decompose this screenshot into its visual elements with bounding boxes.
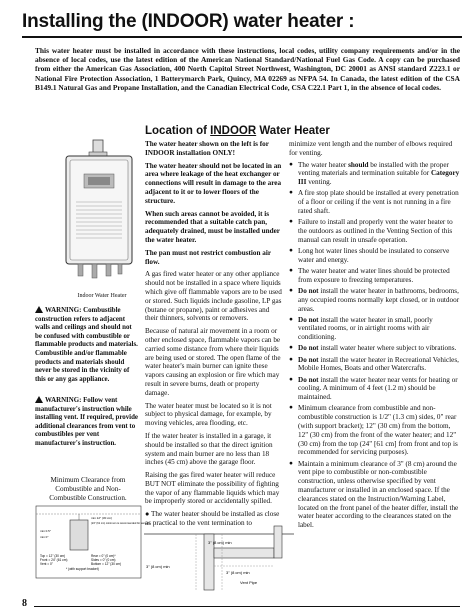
- clearance-side-label: min 0.5": [40, 529, 51, 533]
- clearance-legend-note: * (with support bracket): [66, 567, 99, 571]
- page-title: Installing the (INDOOR) water heater :: [22, 11, 355, 32]
- warning-combustible: [35, 306, 140, 384]
- clearance-top-label: min 12" (30 cm): [91, 516, 113, 520]
- mid-p5: A gas fired water heater or any other appliance should not be installed in a space where liquids which give off flammable vapors are to be used or stored. Such liquids include gasoline, LP gas (butane or propane), paint or adhesives and their thinners, solvents or removers.: [145, 270, 282, 323]
- vent-label-right: 3" (8 cm) min: [226, 570, 250, 575]
- warning-icon: [35, 306, 43, 313]
- clearance-rear-label: min 0": [40, 535, 49, 539]
- mid-p2: The water heater should not be located in an area where leakage of the heat exchanger or connections will result in damage to the area adjacent to it or to lower floors of the structure.: [145, 161, 282, 205]
- mid-p8: If the water heater is installed in a garage, it should be installed so that the direct ignition system and main burner are no less than 18 inches (45 cm) above the garage floor.: [145, 431, 273, 467]
- list-item: ● Do not install the water heater near vents for heating or cooling. A minimum of 4 feet (1.2 m) should be maintained.: [289, 376, 461, 402]
- mid-p10-text: The water heater should be installed as close as practical to the vent termination to: [145, 510, 280, 528]
- warning-combustible-text: WARNING: Combustible construction refers to adjacent walls and ceilings and should not be confused with combustible or flammable products and materials. Combustible and/or flammable products and materials should never be stored in the vicinity of this or any gas appliance.: [35, 307, 138, 383]
- list-item: ● Do not install the water heater in Recreational Vehicles, Mobile Homes, Boats and other Watercrafts.: [289, 356, 461, 374]
- mid-p9: Raising the gas fired water heater will reduce BUT NOT eliminate the possibility of fighting the vapor of any flammable liquids which may be improperly stored or accidentally spilled.: [145, 471, 280, 506]
- vent-pipe-label: Vent Pipe: [240, 580, 258, 585]
- list-item: ● A fire stop plate should be installed at every penetration of a floor or ceiling if the vent is not running in a fire rated shaft.: [289, 189, 461, 215]
- mid-p6: Because of natural air movement in a room or other enclosed space, flammable vapors can be carried some distance from where their liquids are being used or stored. The open flame of the water heater's main burner can ignite these vapors causing an explosion or fire which may result in severe burns, death or property damage.: [145, 327, 281, 397]
- clearance-diagram: [36, 506, 150, 578]
- clearance-legend-bottom: Bottom = 12" (30 cm): [91, 562, 122, 566]
- list-item: ● The water heater should be installed with the proper venting materials and termination suitable for Category III venting.: [289, 161, 461, 187]
- clearance-legend-top: Top = 12" (30 cm): [40, 554, 66, 558]
- vent-label-left: 3" (8 cm) min: [146, 564, 170, 569]
- clearance-legend-vent: Vent = 0": [40, 562, 53, 566]
- right-continuation: minimize vent length and the number of elbows required for venting.: [289, 140, 453, 157]
- list-item: ● The water heater and water lines should be protected from exposure to freezing temperatures.: [289, 267, 461, 285]
- clearance-legend-front: Front = 24" (61 cm): [40, 558, 68, 562]
- list-item: ● Failure to install and properly vent the water heater to the outdoors as outlined in the Venting Section of this manual can result in unsafe operation.: [289, 218, 461, 244]
- section-title-prefix: Location of: [145, 125, 211, 137]
- list-item: ● Minimum clearance from combustible and non-combustible construction is 1/2" (1.3 cm) sides, 0" rear (with support bracket); 12" (30 cm) from the bottom, 12" (30 cm) from the front of the water heater; and 12" (30 cm) from the top (24" [61 cm] from front and top is recommended for servicing purposes).: [289, 404, 461, 457]
- page-number: 8: [22, 598, 27, 609]
- list-item: ● Do not install the water heater in small, poorly ventilated rooms, or in airtight rooms with air conditioning.: [289, 316, 461, 342]
- requirements-list: [289, 161, 461, 530]
- mid-p1: The water heater shown on the left is for INDOOR installation ONLY!: [145, 140, 269, 157]
- vent-label-top: 3" (8 cm) min: [208, 540, 232, 545]
- heater-caption: Indoor Water Heater: [77, 293, 127, 299]
- warning-icon: [35, 396, 43, 403]
- clearance-service-note: (24" (61 cm) minimum is recommended for service): [91, 522, 150, 525]
- clearance-legend-rear: Rear = 0" (0 cm)*: [91, 554, 116, 558]
- title-divider: [22, 36, 462, 38]
- warning-vent-text: WARNING: Follow vent manufacturer's instruction while installing vent. If required, provide additional clearances from vent to combustibles per vent manufacturer's instruction.: [35, 397, 138, 447]
- list-item: ● Maintain a minimum clearance of 3" (8 cm) around the vent pipe to combustible or non-combustible construction, unless otherwise specified by vent manufacturer or installed in an enclosed space. If the clearances stated on the Instruction/Warning Label, located on the front panel of the heater differ, install the water heater according to the clearances stated on the label.: [289, 460, 461, 530]
- list-item: ● Do not install water heater where subject to vibrations.: [289, 344, 461, 353]
- mid-p10: ● The water heater should be installed as close as practical to the vent termination to: [145, 510, 280, 528]
- mid-p4: The pan must not restrict combustion air flow.: [145, 248, 271, 266]
- middle-column: [145, 140, 283, 532]
- bottom-divider: [34, 606, 460, 607]
- min-clearance-caption: Minimum Clearance from Combustible and Non-Combustible Construction.: [49, 476, 127, 502]
- section-title-indoor: INDOOR: [210, 125, 257, 137]
- list-item: ● Do not install the water heater in bathrooms, bedrooms, any occupied rooms normally kept closed, or in outdoor areas.: [289, 287, 461, 313]
- clearance-legend-sides: Sides = 0" (0 cm): [91, 558, 116, 562]
- vent-clearance-diagram: [144, 524, 294, 590]
- mid-p7: The water heater must be located so it is not subject to physical damage, for example, by moving vehicles, area flooding, etc.: [145, 401, 272, 428]
- section-title-suffix: Water Heater: [256, 125, 330, 137]
- intro-paragraph: This water heater must be installed in accordance with these instructions, local codes, utility company requirements and/or in the absence of local codes, use the latest edition of the American National Standard/National Fuel Gas Code. A copy can be purchased from either the American Gas Association, 400 North Capitol Street Northwest, Washington, DC 20001 as ANSI standard Z223.1 or National Fire Protection Association, 1 Batterymarch Park, Quincy, MA 02269 as NFPA 54. In Canada, the latest edition of the CSA B149.1 Natural Gas and Propane Installation, and the Canadian Electrical Code, CSA C22.1 Part 1, in the absence of local codes.: [35, 46, 460, 92]
- mid-p3: When such areas cannot be avoided, it is recommended that a suitable catch pan, adequately drained, must be installed under the water heater.: [145, 209, 280, 244]
- list-item: ● Long hot water lines should be insulated to conserve water and energy.: [289, 247, 461, 265]
- warning-vent: [35, 396, 140, 449]
- water-heater-illustration: [62, 140, 136, 282]
- section-title: [145, 124, 330, 138]
- right-column: [289, 140, 461, 532]
